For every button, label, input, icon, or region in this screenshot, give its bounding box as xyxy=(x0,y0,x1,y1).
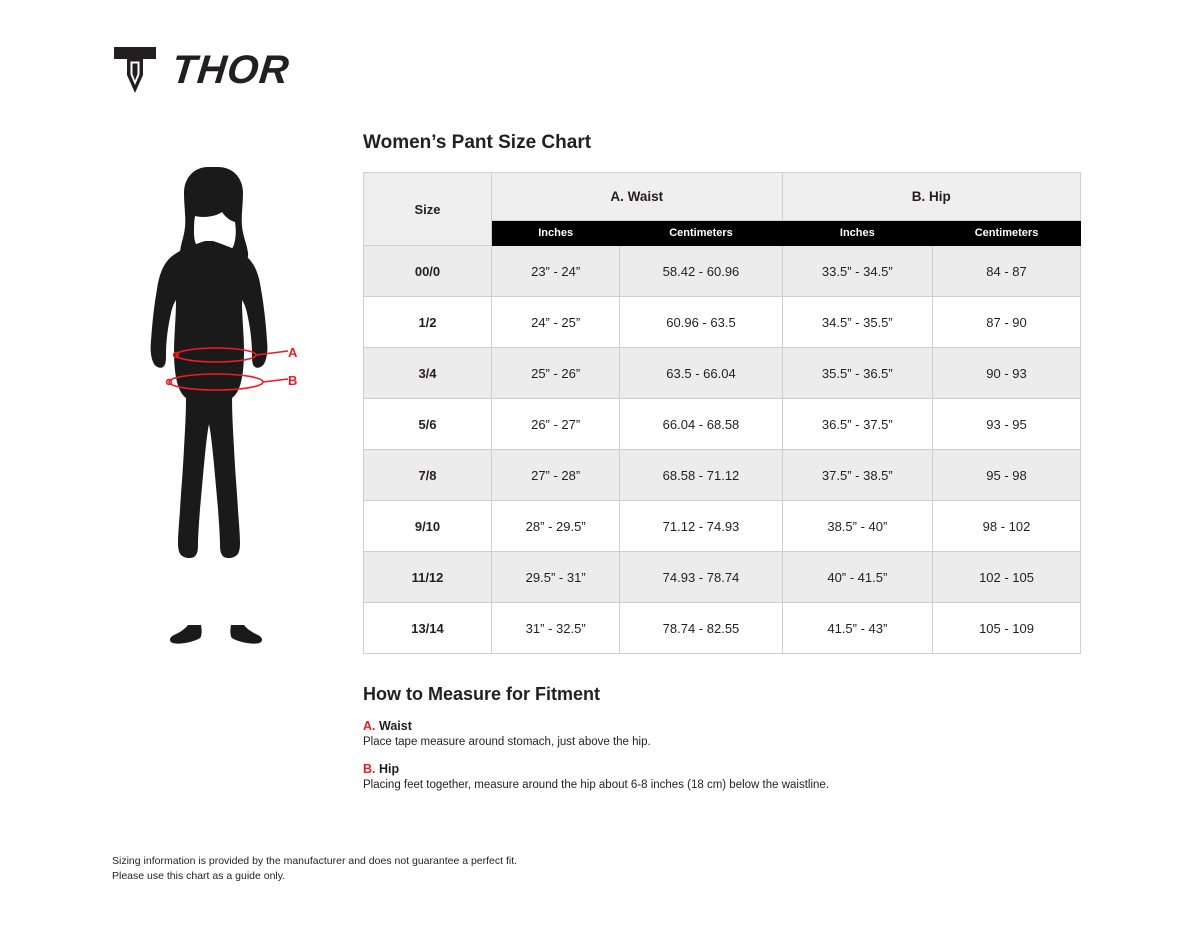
cell-waist-centimeters: 58.42 - 60.96 xyxy=(620,246,782,297)
cell-waist-centimeters: 74.93 - 78.74 xyxy=(620,552,782,603)
how-to-measure-text: Placing feet together, measure around the hip about 6-8 inches (18 cm) below the waistline. xyxy=(363,779,830,791)
cell-waist-inches: 25” - 26” xyxy=(492,348,620,399)
how-to-measure-heading xyxy=(363,762,1083,776)
header-waist-centimeters: Centimeters xyxy=(620,221,782,246)
how-to-measure-name: Waist xyxy=(378,719,412,733)
header-group-hip: B. Hip xyxy=(782,173,1080,221)
table-header-row-groups xyxy=(364,173,1081,221)
cell-hip-inches: 33.5” - 34.5” xyxy=(782,246,932,297)
cell-size: 00/0 xyxy=(364,246,492,297)
cell-hip-centimeters: 95 - 98 xyxy=(933,450,1081,501)
header-size: Size xyxy=(364,173,492,246)
cell-waist-centimeters: 66.04 - 68.58 xyxy=(620,399,782,450)
cell-waist-inches: 31” - 32.5” xyxy=(492,603,620,654)
cell-waist-centimeters: 71.12 - 74.93 xyxy=(620,501,782,552)
cell-hip-centimeters: 105 - 109 xyxy=(933,603,1081,654)
cell-hip-centimeters: 84 - 87 xyxy=(933,246,1081,297)
cell-waist-centimeters: 68.58 - 71.12 xyxy=(620,450,782,501)
header-hip-centimeters: Centimeters xyxy=(933,221,1081,246)
cell-hip-inches: 38.5” - 40” xyxy=(782,501,932,552)
cell-hip-inches: 41.5” - 43” xyxy=(782,603,932,654)
cell-hip-centimeters: 90 - 93 xyxy=(933,348,1081,399)
cell-hip-centimeters: 98 - 102 xyxy=(933,501,1081,552)
how-to-measure-title: How to Measure for Fitment xyxy=(363,684,601,704)
table-row xyxy=(364,348,1081,399)
how-to-measure-item-hip xyxy=(363,762,1083,791)
cell-hip-inches: 34.5” - 35.5” xyxy=(782,297,932,348)
how-to-measure-letter: B. xyxy=(363,762,376,776)
cell-size: 1/2 xyxy=(364,297,492,348)
table-row xyxy=(364,246,1081,297)
table-row xyxy=(364,603,1081,654)
how-to-measure-item-waist xyxy=(363,719,1083,748)
table-row xyxy=(364,552,1081,603)
disclaimer-line-1: Sizing information is provided by the manufacturer and does not guarantee a perfect fit. xyxy=(112,855,518,867)
header-waist-inches: Inches xyxy=(492,221,620,246)
how-to-measure-section xyxy=(363,684,1083,805)
how-to-measure-name: Hip xyxy=(378,762,400,776)
cell-size: 5/6 xyxy=(364,399,492,450)
thor-shield-logo-icon xyxy=(112,45,158,95)
cell-size: 13/14 xyxy=(364,603,492,654)
cell-waist-centimeters: 60.96 - 63.5 xyxy=(620,297,782,348)
table-row xyxy=(364,450,1081,501)
cell-waist-centimeters: 78.74 - 82.55 xyxy=(620,603,782,654)
disclaimer-line-2: Please use this chart as a guide only. xyxy=(112,870,286,883)
table-row xyxy=(364,399,1081,450)
how-to-measure-text: Place tape measure around stomach, just above the hip. xyxy=(363,736,651,748)
table-head xyxy=(364,173,1081,246)
table-row xyxy=(364,501,1081,552)
cell-hip-centimeters: 87 - 90 xyxy=(933,297,1081,348)
figure-label-b: B xyxy=(288,373,298,388)
brand-logo xyxy=(112,45,292,95)
cell-size: 7/8 xyxy=(364,450,492,501)
cell-hip-centimeters: 102 - 105 xyxy=(933,552,1081,603)
cell-hip-centimeters: 93 - 95 xyxy=(933,399,1081,450)
table-body xyxy=(364,246,1081,654)
cell-waist-inches: 28” - 29.5” xyxy=(492,501,620,552)
table-row xyxy=(364,297,1081,348)
cell-size: 11/12 xyxy=(364,552,492,603)
cell-hip-inches: 36.5” - 37.5” xyxy=(782,399,932,450)
cell-waist-inches: 24” - 25” xyxy=(492,297,620,348)
how-to-measure-letter: A. xyxy=(363,719,376,733)
cell-waist-inches: 27” - 28” xyxy=(492,450,620,501)
figure-label-a: A xyxy=(288,345,298,360)
cell-hip-inches: 35.5” - 36.5” xyxy=(782,348,932,399)
female-body-silhouette-icon xyxy=(120,155,330,660)
disclaimer xyxy=(112,854,517,884)
header-group-waist: A. Waist xyxy=(492,173,783,221)
cell-hip-inches: 37.5” - 38.5” xyxy=(782,450,932,501)
size-chart-table xyxy=(363,172,1081,654)
cell-size: 9/10 xyxy=(364,501,492,552)
cell-hip-inches: 40” - 41.5” xyxy=(782,552,932,603)
cell-waist-centimeters: 63.5 - 66.04 xyxy=(620,348,782,399)
cell-waist-inches: 23” - 24” xyxy=(492,246,620,297)
body-silhouette-figure xyxy=(120,155,330,660)
cell-waist-inches: 26” - 27” xyxy=(492,399,620,450)
how-to-measure-heading xyxy=(363,719,1083,733)
brand-name: THOR xyxy=(169,47,292,92)
cell-size: 3/4 xyxy=(364,348,492,399)
header-hip-inches: Inches xyxy=(782,221,932,246)
cell-waist-inches: 29.5” - 31” xyxy=(492,552,620,603)
page-title: Women’s Pant Size Chart xyxy=(363,132,592,153)
